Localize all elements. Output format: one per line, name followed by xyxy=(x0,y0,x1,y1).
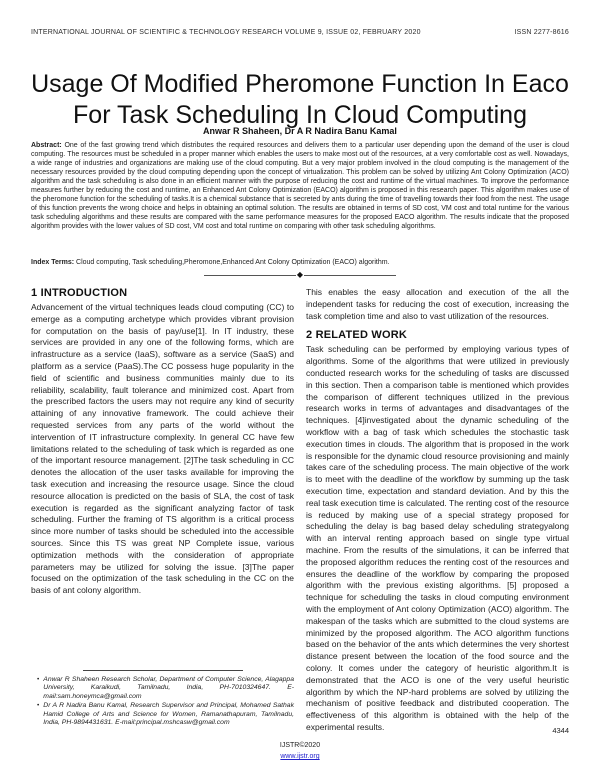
footnote-rule xyxy=(83,670,243,671)
author-footnotes xyxy=(31,670,294,728)
abstract-label: Abstract: xyxy=(31,142,62,149)
index-terms-label: Index Terms: xyxy=(31,259,75,266)
page-number: 4344 xyxy=(552,726,569,735)
bullet-icon: • xyxy=(37,701,40,709)
footer-journal-link[interactable]: www.ijstr.org xyxy=(280,753,320,760)
divider-rule-left xyxy=(204,275,296,276)
related-work-heading: 2 RELATED WORK xyxy=(306,329,407,342)
section-divider xyxy=(204,271,396,279)
divider-rule-right xyxy=(304,275,396,276)
introduction-heading: 1 INTRODUCTION xyxy=(31,287,128,299)
abstract-text: One of the fast growing trend which distributes the required resources and delivers them to a particular user depending upon the demand of the user is cloud computing. The resources must be scheduled in a proper manner which enables the users to make most out of the resources, at a very comfortable cost as well. Nowadays, a wide range of industries and organizations are making use of the cloud computing. But a very major problem involved in the cloud computing is the management of the necessary resources provided by the cloud computing depending upon the concept of virtualization. This problem can be solved by utilizing Ant Colony Optimization (ACO) algorithm and the task scheduling is also done in an efficient manner with the purpose of reducing the cost and runtime of the virtual machines. To improve the performance measures further by reducing the cost and runtime, an Enhanced Ant Colony Optimization (EACO) algorithm is proposed in this research paper. This algorithm makes use of the pheromone function for the scheduling of tasks.It is a chemical substance that is secreted by ants during the time of travelling towards their food from the nest. The usage of this function prevents the wrong choice and helps in obtaining an optimal solution. The results are obtained in terms of SD cost, VM cost and total runtime for the various task scheduling algorithms and these results are compared with the same performance measures for the proposed EACO algorithm. The results indicate that the proposed algorithm provides with the lower values of SD cost, VM cost and total runtime on comparing with other task scheduling algorithms. xyxy=(31,142,569,230)
index-terms-text: Cloud computing, Task scheduling,Pheromone,Enhanced Ant Colony Optimization (EACO) algorithm. xyxy=(76,259,390,266)
footer-copyright: IJSTR©2020 xyxy=(279,742,321,749)
introduction-continuation: This enables the easy allocation and execution of the all the independent tasks for reducing the cost of execution, increasing the task completion time and also to vast utilization of the resources. xyxy=(306,287,569,321)
issn-number: ISSN 2277-8616 xyxy=(514,29,569,36)
journal-title: INTERNATIONAL JOURNAL OF SCIENTIFIC & TECHNOLOGY RESEARCH VOLUME 9, ISSUE 02, FEBRUARY 2020 xyxy=(31,29,421,36)
introduction-body: Advancement of the virtual techniques leads cloud computing (CC) to emerge as a computing archetype which provides vibrant provision for computation on the basis of pay/use[1]. In IT industry, these services are provided in any one of the following forms, which are infrastructure as a service (IaaS), software as a service (SaaS) and platform as a service (PaaS).The CC possess huge popularity in the field of scientific and business communities mainly due to its reliability, scalability, fault tolerance and minimized cost. Apart from the prescribed factors the users may not require any kind of security attaining of any innovative framework. The could achieve their requested services from any parts of the world without the intervention of IT infrastructure complexity. In general CC have few limitations related to the scheduling of task which is regarded as one of the important resource management. [2]The task scheduling in CC denotes the allocation of the user tasks available for improving the task execution and increasing the resource usage. Since the cloud resource allocation is predicted on the basis of SLA, the cost of task execution is regarded as the significant analyzing factor of task scheduling. Further the framing of TS algorithm is a critical process since more number of tasks should be scheduled into the accessible sources. Since this TS was great NP Complete issue, various optimization methods with the consideration of appropriate parameters may be utilized for solving the issue. [3]The paper focused on the optimization of the task scheduling in the CC on the basis of ant colony algorithm. xyxy=(31,302,294,596)
author-line: Anwar R Shaheen, Dr A R Nadira Banu Kamal xyxy=(203,126,397,136)
index-terms-paragraph xyxy=(31,258,569,267)
footnote-author-1 xyxy=(37,676,294,702)
paper-title: Usage Of Modified Pheromone Function In Eaco For Task Scheduling In Cloud Computing xyxy=(31,69,569,129)
page-footer xyxy=(0,740,600,762)
footnote-author-2 xyxy=(37,702,294,728)
left-column xyxy=(31,287,294,728)
footnote-author-1-text: Anwar R Shaheen Research Scholar, Department of Computer Science, Alagappa University, Karaikudi, Tamilnadu, India, PH-7010324647. E-mail:sam.honeymca@gmail.com xyxy=(43,675,294,701)
bullet-icon: • xyxy=(37,675,40,683)
footnote-list xyxy=(31,676,294,728)
abstract-paragraph xyxy=(31,141,569,231)
footnote-author-2-text: Dr A R Nadira Banu Kamal, Research Supervisor and Principal, Mohamed Sathak Hamid College of Arts and Science for Women, Ramanathapuram, Tamilnadu, India, PH-9894431631. E-mail:principal.mshcasw@gmail.com xyxy=(43,701,294,727)
related-work-body: Task scheduling can be performed by employing various types of algorithms. Some of the algorithms that were utilized in previously conducted research works for the scheduling of tasks are discussed in this section. Then a comparison table is mentioned which provides the comparison of different techniques utilized in the previous research works in terms of advantages and disadvantages of the techniques. [4]investigated about the dynamic scheduling of the workflow with a bag of task which schedules the stochastic task execution times in clouds. The algorithm that is proposed in the work is responsible for the dynamic cloud resource provisioning and mainly takes care of the scheduling process. The main objective of the work is to meet with the deadline of the workflow by summing up the task execution time, expectation and standard deviation. And by this the real task execution time is calculated. The renting cost of the resource is reduced by making use of a special strategy proposed for scheduling the delay is bag based delay scheduling strategyalong with an interval renting approach based on single type virtual machine. From the results of the simulations, it can be inferred that the proposed algorithm reduces the renting cost of the resources and ensures the deadline of the workflow by comparing the proposed algorithm with the previous existing algorithms. [5] proposed a technique for scheduling the tasks in cloud computing environment with the employment of Ant colony Optimization (ACO) algorithm. The makespan of the tasks which are submitted to the cloud systems are minimized by the proposed algorithm. The ACO algorithm functions based on the behavior of the ants which determines the very shortest distance present between the location of the food source and the colony. It comes under the category of heuristic algorithm.It is demonstrated that the ACO is one of the very useful heuristic algorithm by which the NP-hard problems are solved by utilizing the mechanism of positive feedback and distributed cooperation. The effectiveness of this algorithm is obtained with the help of the experimental results. xyxy=(306,344,570,732)
running-head xyxy=(31,29,569,36)
diamond-icon: ◆ xyxy=(296,270,304,279)
